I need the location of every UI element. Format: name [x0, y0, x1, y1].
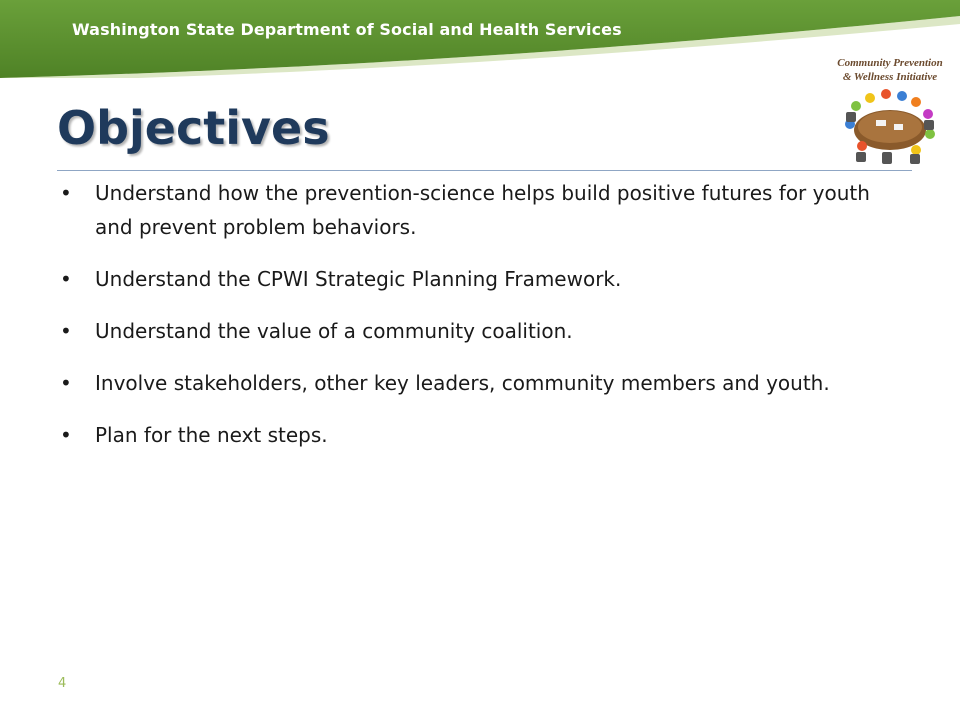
list-item: [58, 262, 908, 296]
header-band: [0, 0, 960, 78]
slide-title: Objectives: [57, 101, 330, 155]
organization-name: Washington State Department of Social and Health Services: [72, 20, 622, 39]
logo-caption-line1: Community Prevention: [837, 57, 943, 69]
list-item: [58, 366, 908, 400]
bullet-dot-icon: •: [60, 267, 72, 291]
people-around-table-icon: [836, 84, 944, 166]
title-divider: [57, 170, 912, 171]
bullet-dot-icon: •: [60, 181, 72, 205]
list-item-text: Involve stakeholders, other key leaders, community members and youth.: [95, 371, 830, 395]
logo-caption: [826, 56, 954, 84]
bullet-dot-icon: •: [60, 319, 72, 343]
header-swoosh: [0, 0, 960, 78]
list-item-text: Understand how the prevention-science helps build positive futures for youth and prevent problem behaviors.: [95, 181, 870, 239]
bullet-dot-icon: •: [60, 371, 72, 395]
page-number: 4: [58, 676, 67, 691]
objectives-list: [58, 174, 908, 452]
bullet-dot-icon: •: [60, 423, 72, 447]
logo-caption-line2: & Wellness Initiative: [842, 71, 938, 83]
list-item: [58, 176, 908, 244]
list-item: [58, 418, 908, 452]
list-item-text: Understand the value of a community coalition.: [95, 319, 573, 343]
list-item-text: Understand the CPWI Strategic Planning Framework.: [95, 267, 622, 291]
list-item-text: Plan for the next steps.: [95, 423, 328, 447]
cpwi-logo: [826, 56, 954, 168]
list-item: [58, 314, 908, 348]
